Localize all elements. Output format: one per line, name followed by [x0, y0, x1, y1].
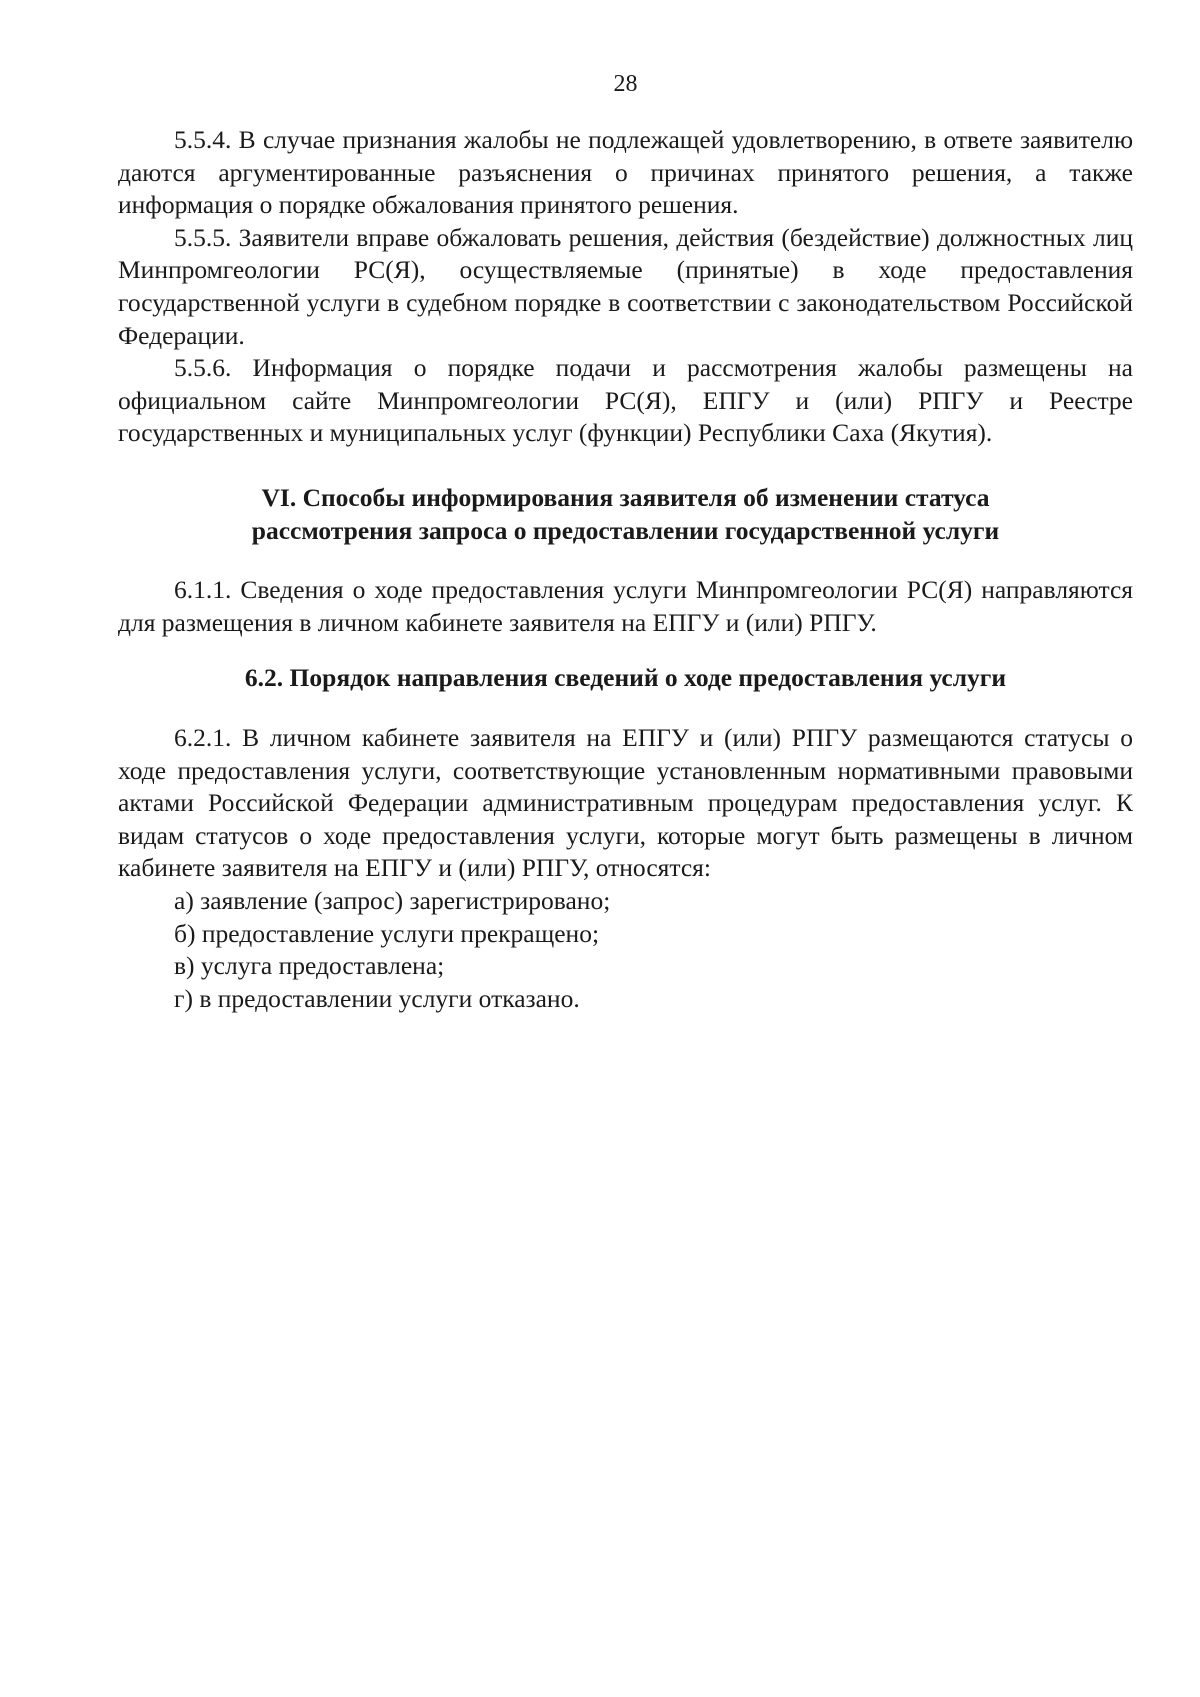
subsection-6-2-heading: 6.2. Порядок направления сведений о ходе предоставления услуги	[244, 663, 1007, 692]
status-list	[118, 885, 1133, 1015]
section-6-heading-line-1: VI. Способы информирования заявителя об изменении статуса	[261, 483, 990, 512]
paragraph-5-5-6: 5.5.6. Информация о порядке подачи и рассмотрения жалобы размещены на официальном сайте Минпромгеологии РС(Я), ЕПГУ и (или) РПГУ и Реестре государственных и муниципальных услуг (функции) Республики Саха (Якутия).	[118, 353, 1133, 448]
page-number: 28	[613, 71, 638, 97]
section-6-heading	[118, 482, 1133, 547]
paragraph-6-1-1: 6.1.1. Сведения о ходе предоставления услуги Минпромгеологии РС(Я) направляются для размещения в личном кабинете заявителя на ЕПГУ и (или) РПГУ.	[118, 575, 1133, 637]
section-5-5-paragraphs	[118, 124, 1133, 450]
paragraph-6-2-1: 6.2.1. В личном кабинете заявителя на ЕПГУ и (или) РПГУ размещаются статусы о ходе предоставления услуги, соответствующие установленным нормативными правовыми актами Российской Федерации административным процедурам предоставления услуг. К видам статусов о ходе предоставления услуги, которые могут быть размещены в личном кабинете заявителя на ЕПГУ и (или) РПГУ, относятся:	[118, 723, 1133, 883]
status-list-item: г) в предоставлении услуги отказано.	[174, 983, 580, 1013]
status-list-item: в) услуга предоставлена;	[174, 951, 445, 981]
section-6-heading-line-2: рассмотрения запроса о предоставлении государственной услуги	[251, 515, 1000, 545]
section-6-2-paragraphs	[118, 722, 1133, 1015]
status-list-item: а) заявление (запрос) зарегистрировано;	[174, 885, 611, 915]
status-list-item: б) предоставление услуги прекращено;	[174, 918, 600, 948]
paragraph-5-5-4: 5.5.4. В случае признания жалобы не подлежащей удовлетворению, в ответе заявителю даются аргументированные разъяснения о причинах принятого решения, а также информация о порядке обжалования принятого решения.	[118, 125, 1133, 220]
section-6-1-paragraphs	[118, 574, 1133, 639]
paragraph-5-5-5: 5.5.5. Заявители вправе обжаловать решения, действия (бездействие) должностных лиц Минпромгеологии РС(Я), осуществляемые (принятые) в ходе предоставления государственной услуги в судебном порядке в соответствии с законодательством Российской Федерации.	[118, 222, 1133, 350]
